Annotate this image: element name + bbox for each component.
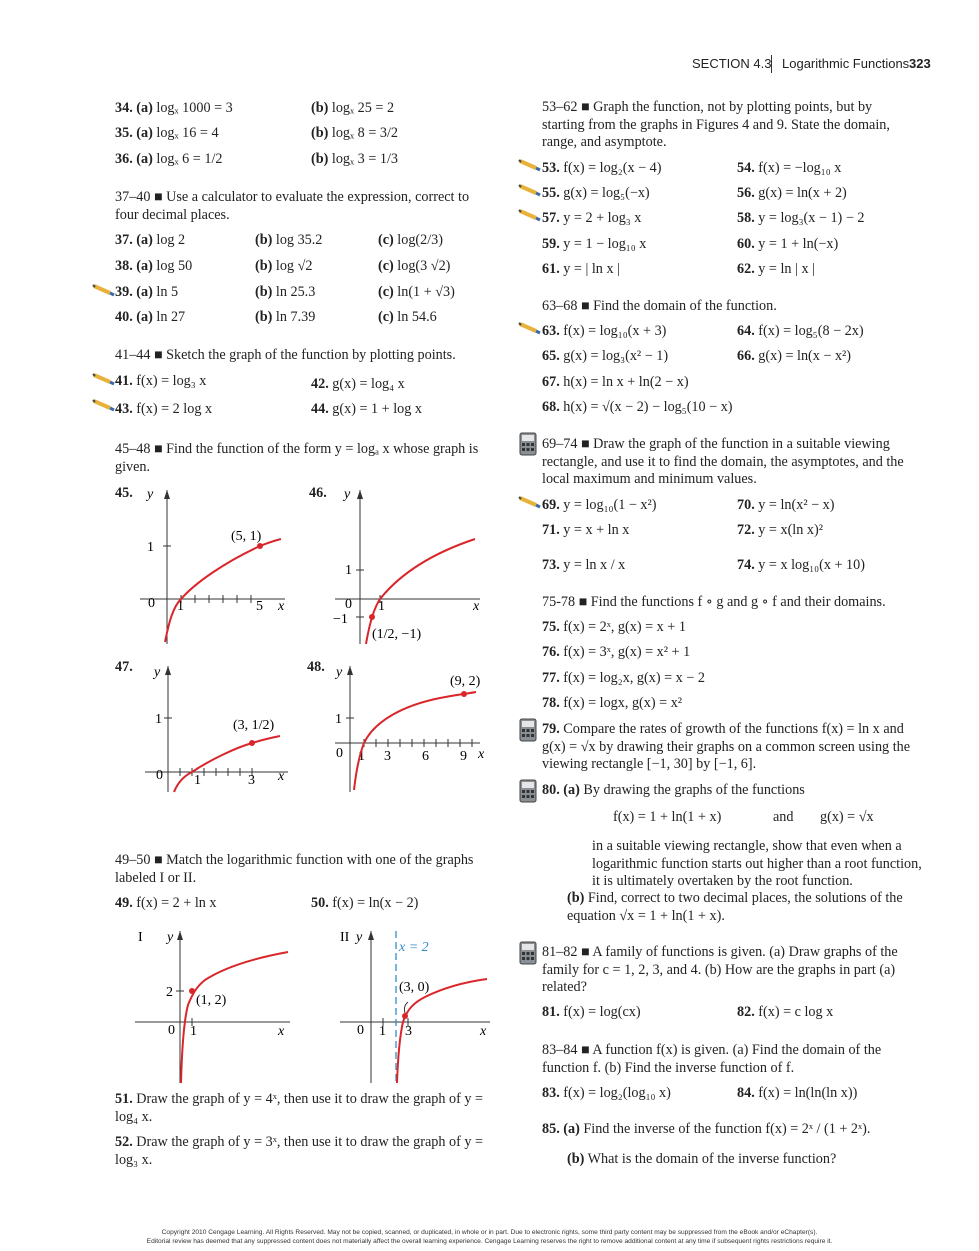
pencil-icon <box>518 183 542 197</box>
problem-72: 72. y = x(ln x)² <box>737 522 823 538</box>
graph-47 <box>140 660 300 795</box>
problem-67: 67. h(x) = ln x + ln(2 − x) <box>542 374 689 390</box>
graph-47-origin-label: 0 <box>156 768 163 783</box>
pencil-icon <box>518 321 542 335</box>
graph-47-xlabel: x <box>278 769 285 784</box>
problem-52: 52. Draw the graph of y = 3ˣ, then use it to draw the graph of y = log₃ x. <box>115 1134 484 1168</box>
graph-48-ylabel: y <box>336 665 343 680</box>
graph-46-ytick-neg1: −1 <box>333 612 348 627</box>
calculator-icon <box>519 941 537 965</box>
graph-46-origin-label: 0 <box>345 597 352 612</box>
calculator-icon <box>519 718 537 742</box>
problem-85b: (b) What is the domain of the inverse function? <box>567 1151 837 1167</box>
problem-39a: 39. (a) ln 5 <box>115 284 179 300</box>
problem-84: 84. f(x) = ln(ln(ln x)) <box>737 1085 858 1101</box>
graph-II-xtick-3: 3 <box>405 1024 412 1039</box>
instructions-37-40: 37–40 ■ Use a calculator to evaluate the expression, correct to four decimal places. <box>115 189 470 223</box>
instructions-83-84: 83–84 ■ A function f(x) is given. (a) Find the domain of the function f. (b) Find the inverse function of f. <box>542 1042 882 1076</box>
graph-48-number: 48. <box>307 659 325 675</box>
problem-61: 61. y = | ln x | <box>542 261 620 277</box>
graph-47-xtick-3: 3 <box>248 773 255 788</box>
graph-46-y-arrow <box>357 490 363 499</box>
graph-47-number: 47. <box>115 659 133 675</box>
problem-62: 62. y = ln | x | <box>737 261 815 277</box>
graph-46-point <box>369 614 375 620</box>
instructions-75-78: 75-78 ■ Find the functions f ∘ g and g ∘ f and their domains. <box>542 594 886 610</box>
graph-I-point-label: (1, 2) <box>196 993 227 1008</box>
graph-II-point <box>402 1013 408 1019</box>
graph-46-ylabel: y <box>344 487 351 502</box>
page-number: 323 <box>909 56 931 71</box>
problem-78: 78. f(x) = logx, g(x) = x² <box>542 695 683 711</box>
graph-I-xtick-1: 1 <box>190 1024 197 1039</box>
graph-II-origin-label: 0 <box>357 1023 364 1038</box>
problem-55: 55. g(x) = log₅(−x) <box>542 185 650 201</box>
graph-I-ylabel: y <box>167 930 174 945</box>
graph-47-point <box>249 740 255 746</box>
problem-41: 41. f(x) = log₃ x <box>115 373 207 389</box>
calculator-icon <box>519 432 537 456</box>
graph-45-ylabel: y <box>147 487 154 502</box>
graph-II <box>335 925 495 1085</box>
problem-36b: (b) logₓ 3 = 1/3 <box>311 151 398 167</box>
graph-I-point <box>189 988 195 994</box>
copyright-line-2: Editorial review has deemed that any suppressed content does not materially affect the overall learning experience. Cengage Learning reserves the right to remove additional content at any time if subsequent rights restrictions require it. <box>146 1238 833 1245</box>
graph-I-xlabel: x <box>278 1024 285 1039</box>
problem-81: 81. f(x) = log(cx) <box>542 1004 641 1020</box>
graph-46-ytick-1: 1 <box>345 563 352 578</box>
problem-73: 73. y = ln x / x <box>542 557 626 573</box>
graph-I-origin-label: 0 <box>168 1023 175 1038</box>
graph-46-number: 46. <box>309 485 327 501</box>
problem-42: 42. g(x) = log₄ x <box>311 376 405 392</box>
problem-79: 79. Compare the rates of growth of the functions f(x) = ln x and g(x) = √x by drawing their graphs on a common screen using the viewing rectangle [−1, 30] by [−1, 6]. <box>542 721 911 772</box>
graph-45 <box>135 482 295 647</box>
problem-77: 77. f(x) = log₂x, g(x) = x − 2 <box>542 670 705 686</box>
graph-II-label: II <box>340 930 350 945</box>
pencil-icon <box>92 283 116 297</box>
section-title: Logarithmic Functions <box>782 56 910 71</box>
problem-56: 56. g(x) = ln(x + 2) <box>737 185 847 201</box>
problem-80-eq-f: f(x) = 1 + ln(1 + x) <box>613 809 722 825</box>
problem-37b: (b) log 35.2 <box>255 232 323 248</box>
graph-47-xtick-1: 1 <box>194 773 201 788</box>
problem-71: 71. y = x + ln x <box>542 522 630 538</box>
problem-80b: (b) Find, correct to two decimal places, the solutions of the equation √x = 1 + ln(1 + x). <box>567 890 903 924</box>
graph-I-ytick-2: 2 <box>166 985 173 1000</box>
problem-85a: 85. (a) Find the inverse of the function f(x) = 2ˣ / (1 + 2ˣ). <box>542 1121 871 1137</box>
graph-48-xtick-6: 6 <box>422 749 429 764</box>
problem-66: 66. g(x) = ln(x − x²) <box>737 348 852 364</box>
graph-45-xtick-5: 5 <box>256 599 263 614</box>
problem-68: 68. h(x) = √(x − 2) − log₅(10 − x) <box>542 399 733 415</box>
problem-80-eq-g: g(x) = √x <box>820 809 874 825</box>
instructions-81-82: 81–82 ■ A family of functions is given. (a) Draw graphs of the family for c = 1, 2, 3, and 4. (b) How are the graphs in part (a) related? <box>542 944 898 995</box>
problem-70: 70. y = ln(x² − x) <box>737 497 835 513</box>
graph-46 <box>330 482 490 647</box>
instructions-49-50: 49–50 ■ Match the logarithmic function with one of the graphs labeled I or II. <box>115 852 474 886</box>
header-divider <box>771 55 772 73</box>
graph-46-point-label: (1/2, −1) <box>372 627 422 642</box>
graph-45-number: 45. <box>115 485 133 501</box>
problem-37c: (c) log(2/3) <box>378 232 444 248</box>
problem-80a-continued: in a suitable viewing rectangle, show that even when a logarithmic function starts out higher than a root function, it is ultimately overtaken by the root function. <box>592 838 922 889</box>
problem-83: 83. f(x) = log₂(log₁₀ x) <box>542 1085 671 1101</box>
graph-I-curve <box>181 952 288 1083</box>
graph-45-xlabel: x <box>278 599 285 614</box>
graph-I-label: I <box>138 930 143 945</box>
pencil-icon <box>518 158 542 172</box>
graph-47-curve <box>174 736 280 792</box>
problem-76: 76. f(x) = 3ˣ, g(x) = x² + 1 <box>542 644 691 660</box>
problem-38a: 38. (a) log 50 <box>115 258 193 274</box>
graph-47-ylabel: y <box>154 665 161 680</box>
graph-II-point-label: (3, 0) <box>399 980 430 995</box>
pencil-icon <box>518 495 542 509</box>
problem-40a: 40. (a) ln 27 <box>115 309 186 325</box>
graph-46-xtick-1: 1 <box>378 599 385 614</box>
graph-48-y-arrow <box>347 666 353 675</box>
problem-54: 54. f(x) = −log₁₀ x <box>737 160 842 176</box>
graph-48-curve <box>354 692 476 790</box>
calculator-icon <box>519 779 537 803</box>
problem-34b: (b) logₓ 25 = 2 <box>311 100 395 116</box>
problem-34: 34. (a) logₓ 1000 = 3 <box>115 100 233 116</box>
graph-48-xtick-9: 9 <box>460 749 467 764</box>
graph-48-ytick-1: 1 <box>335 712 342 727</box>
instructions-69-74: 69–74 ■ Draw the graph of the function in a suitable viewing rectangle, and use it to find the domain, the asymptotes, and the local maximum and minimum values. <box>542 436 904 487</box>
graph-48-point-label: (9, 2) <box>450 674 481 689</box>
problem-80a: 80. (a) By drawing the graphs of the functions <box>542 782 805 798</box>
problem-49: 49. f(x) = 2 + ln x <box>115 895 217 911</box>
problem-37a: 37. (a) log 2 <box>115 232 186 248</box>
graph-47-ytick-1: 1 <box>155 712 162 727</box>
problem-65: 65. g(x) = log₃(x² − 1) <box>542 348 669 364</box>
pencil-icon <box>518 208 542 222</box>
problem-39c: (c) ln(1 + √3) <box>378 284 455 300</box>
graph-48-xlabel: x <box>478 747 485 762</box>
copyright-line-1: Copyright 2010 Cengage Learning. All Rights Reserved. May not be copied, scanned, or duplicated, in whole or in part. Due to electronic rights, some third party content may be suppressed from the eBook and/or eChapter(s). <box>161 1229 818 1236</box>
graph-II-xlabel: x <box>480 1024 487 1039</box>
problem-82: 82. f(x) = c log x <box>737 1004 834 1020</box>
graph-I-y-arrow <box>177 931 183 940</box>
problem-51: 51. Draw the graph of y = 4ˣ, then use it to draw the graph of y = log₄ x. <box>115 1091 484 1125</box>
graph-45-point-label: (5, 1) <box>231 529 262 544</box>
graph-47-y-arrow <box>165 666 171 675</box>
graph-II-xtick-1: 1 <box>379 1024 386 1039</box>
problem-69: 69. y = log₁₀(1 − x²) <box>542 497 657 513</box>
graph-45-curve <box>165 539 281 642</box>
problem-43: 43. f(x) = 2 log x <box>115 401 213 417</box>
problem-35: 35. (a) logₓ 16 = 4 <box>115 125 219 141</box>
problem-59: 59. y = 1 − log₁₀ x <box>542 236 647 252</box>
graph-48 <box>330 660 490 795</box>
section-label: SECTION 4.3 <box>692 56 772 71</box>
problem-38c: (c) log(3 √2) <box>378 258 451 274</box>
graph-45-y-arrow <box>164 490 170 499</box>
problem-74: 74. y = x log₁₀(x + 10) <box>737 557 865 573</box>
instructions-45-48: 45–48 ■ Find the function of the form y = logₐ x whose graph is given. <box>115 441 479 475</box>
problem-58: 58. y = log₃(x − 1) − 2 <box>737 210 865 226</box>
problem-60: 60. y = 1 + ln(−x) <box>737 236 839 252</box>
problem-80-eq-and: and <box>773 809 794 825</box>
instructions-53-62: 53–62 ■ Graph the function, not by plotting points, but by starting from the graphs in Figures 4 and 9. State the domain, range, and asymptote. <box>542 99 890 150</box>
problem-40c: (c) ln 54.6 <box>378 309 437 325</box>
graph-48-xtick-3: 3 <box>384 749 391 764</box>
graph-47-point-label: (3, 1/2) <box>233 718 275 733</box>
instructions-63-68: 63–68 ■ Find the domain of the function. <box>542 298 777 314</box>
graph-45-ytick-1: 1 <box>147 540 154 555</box>
graph-I <box>130 925 295 1085</box>
problem-57: 57. y = 2 + log₃ x <box>542 210 642 226</box>
pencil-icon <box>92 372 116 386</box>
graph-48-point <box>461 691 467 697</box>
problem-35b: (b) logₓ 8 = 3/2 <box>311 125 398 141</box>
problem-63: 63. f(x) = log₁₀(x + 3) <box>542 323 667 339</box>
problem-50: 50. f(x) = ln(x − 2) <box>311 895 419 911</box>
graph-46-xlabel: x <box>473 599 480 614</box>
problem-38b: (b) log √2 <box>255 258 313 274</box>
graph-45-ticks <box>163 546 251 603</box>
graph-48-xtick-1: 1 <box>358 749 365 764</box>
graph-II-ylabel: y <box>356 930 363 945</box>
graph-II-asymptote-label: x = 2 <box>399 940 429 955</box>
graph-48-origin-label: 0 <box>336 746 343 761</box>
graph-45-origin-label: 0 <box>148 596 155 611</box>
problem-39b: (b) ln 25.3 <box>255 284 316 300</box>
problem-53: 53. f(x) = log₂(x − 4) <box>542 160 662 176</box>
problem-75: 75. f(x) = 2ˣ, g(x) = x + 1 <box>542 619 686 635</box>
problem-36: 36. (a) logₓ 6 = 1/2 <box>115 151 223 167</box>
graph-45-xtick-1: 1 <box>177 599 184 614</box>
problem-64: 64. f(x) = log₅(8 − 2x) <box>737 323 864 339</box>
graph-II-y-arrow <box>368 931 374 940</box>
instructions-41-44: 41–44 ■ Sketch the graph of the function by plotting points. <box>115 347 456 363</box>
problem-44: 44. g(x) = 1 + log x <box>311 401 422 417</box>
pencil-icon <box>92 398 116 412</box>
problem-40b: (b) ln 7.39 <box>255 309 316 325</box>
